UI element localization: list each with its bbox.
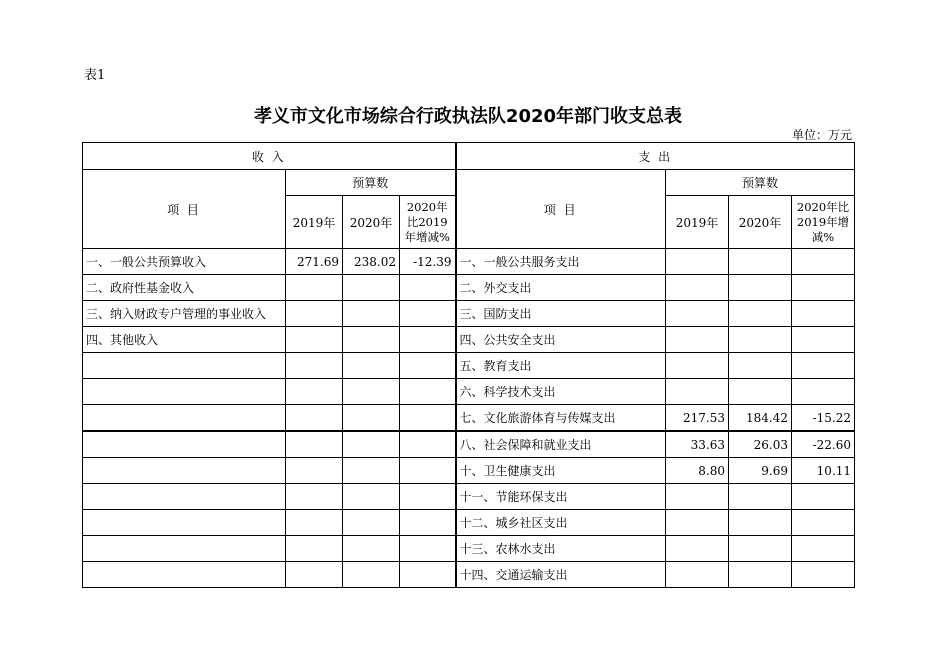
income-item-cell [83,484,286,510]
expense-item-cell: 二、外交支出 [456,275,666,301]
table-row [83,379,855,405]
income-item-cell [83,536,286,562]
income-2020-cell [343,431,400,458]
expense-2019-cell [666,510,729,536]
income-change-cell [400,458,456,484]
income-2019-cell [286,301,343,327]
header-row-sections [83,143,855,170]
income-item-cell: 四、其他收入 [83,327,286,353]
table-row [83,510,855,536]
expense-2020-cell [729,484,792,510]
expense-item-cell: 十四、交通运输支出 [456,562,666,588]
income-2019-cell [286,431,343,458]
income-2020-cell [343,353,400,379]
expense-change-cell: -15.22 [792,405,855,432]
income-item-cell [83,353,286,379]
income-2020-cell [343,458,400,484]
income-item-cell [83,379,286,405]
expense-change-cell [792,249,855,275]
income-item-cell: 三、纳入财政专户管理的事业收入 [83,301,286,327]
expense-item-cell: 五、教育支出 [456,353,666,379]
expense-change-header: 2020年比2019年增减% [792,196,855,249]
income-2019-cell [286,458,343,484]
income-change-cell [400,379,456,405]
expense-2019-cell [666,379,729,405]
expense-2020-cell [729,536,792,562]
income-2019-cell: 271.69 [286,249,343,275]
expense-2019-cell [666,275,729,301]
income-budget-header: 预算数 [286,170,456,196]
table-label: 表1 [84,68,106,83]
expense-item-cell: 十三、农林水支出 [456,536,666,562]
expense-2020-cell [729,510,792,536]
header-row-budget [83,170,855,196]
unit-label: 单位：万元 [791,128,852,142]
income-2019-cell [286,379,343,405]
table-row [83,562,855,588]
income-2019-cell [286,353,343,379]
table-row [83,301,855,327]
income-change-cell [400,301,456,327]
income-2020-cell [343,327,400,353]
table-row [83,405,855,432]
income-2019-cell [286,275,343,301]
table-row [83,249,855,275]
income-item-cell [83,562,286,588]
income-2020-cell [343,562,400,588]
expense-item-cell: 三、国防支出 [456,301,666,327]
income-2020-cell [343,405,400,432]
expense-change-cell [792,353,855,379]
table-row [83,431,855,458]
expense-2020-cell: 26.03 [729,431,792,458]
expense-2020-cell [729,353,792,379]
expense-item-cell: 十、卫生健康支出 [456,458,666,484]
expense-2019-cell [666,484,729,510]
income-item-cell: 一、一般公共预算收入 [83,249,286,275]
expense-2020-cell [729,249,792,275]
table-row [83,327,855,353]
income-2020-cell [343,379,400,405]
expense-2020-cell [729,275,792,301]
expense-2019-cell [666,249,729,275]
expense-change-cell [792,562,855,588]
expense-item-cell: 一、一般公共服务支出 [456,249,666,275]
income-item-cell [83,431,286,458]
income-change-cell [400,353,456,379]
expense-change-cell: 10.11 [792,458,855,484]
expense-change-cell [792,510,855,536]
expense-change-cell [792,536,855,562]
expense-2019-cell [666,301,729,327]
income-2020-cell [343,484,400,510]
expense-item-cell: 四、公共安全支出 [456,327,666,353]
expense-2020-cell [729,562,792,588]
expense-change-cell [792,275,855,301]
expense-2019-cell [666,536,729,562]
expense-2019-header: 2019年 [666,196,729,249]
income-change-cell [400,275,456,301]
expense-budget-header: 预算数 [666,170,855,196]
expense-change-cell [792,301,855,327]
income-2019-cell [286,327,343,353]
expense-change-cell [792,379,855,405]
expense-2019-cell [666,562,729,588]
income-change-cell [400,536,456,562]
income-section-header: 收 入 [83,143,456,170]
table-row [83,275,855,301]
income-2019-cell [286,536,343,562]
income-change-cell [400,562,456,588]
expense-change-cell [792,484,855,510]
table-row [83,536,855,562]
income-change-cell [400,327,456,353]
document-title: 孝义市文化市场综合行政执法队2020年部门收支总表 [253,106,683,127]
expense-2019-cell: 8.80 [666,458,729,484]
income-2019-cell [286,562,343,588]
expense-item-header: 项 目 [456,170,666,249]
budget-summary-table [82,142,855,588]
expense-2020-header: 2020年 [729,196,792,249]
income-change-cell [400,405,456,432]
expense-2020-cell [729,301,792,327]
income-2020-cell [343,275,400,301]
expense-change-cell: -22.60 [792,431,855,458]
income-item-cell [83,510,286,536]
expense-item-cell: 七、文化旅游体育与传媒支出 [456,405,666,432]
expense-2020-cell [729,327,792,353]
income-2020-cell: 238.02 [343,249,400,275]
income-item-cell [83,458,286,484]
expense-item-cell: 六、科学技术支出 [456,379,666,405]
income-item-cell: 二、政府性基金收入 [83,275,286,301]
income-2019-header: 2019年 [286,196,343,249]
income-change-cell [400,484,456,510]
table-row [83,353,855,379]
income-2019-cell [286,484,343,510]
expense-2020-cell: 9.69 [729,458,792,484]
income-2019-cell [286,405,343,432]
table-row [83,484,855,510]
expense-2020-cell: 184.42 [729,405,792,432]
income-change-cell: -12.39 [400,249,456,275]
expense-change-cell [792,327,855,353]
expense-item-cell: 十一、节能环保支出 [456,484,666,510]
expense-2020-cell [729,379,792,405]
income-item-cell [83,405,286,432]
expense-2019-cell [666,327,729,353]
expense-section-header: 支 出 [456,143,855,170]
income-change-cell [400,510,456,536]
income-change-cell [400,431,456,458]
income-item-header: 项 目 [83,170,286,249]
income-2020-cell [343,301,400,327]
expense-item-cell: 十二、城乡社区支出 [456,510,666,536]
expense-item-cell: 八、社会保障和就业支出 [456,431,666,458]
table-row [83,458,855,484]
income-2020-cell [343,510,400,536]
income-change-header: 2020年比2019年增减% [400,196,456,249]
expense-2019-cell: 33.63 [666,431,729,458]
income-2020-cell [343,536,400,562]
income-2020-header: 2020年 [343,196,400,249]
expense-2019-cell: 217.53 [666,405,729,432]
income-2019-cell [286,510,343,536]
expense-2019-cell [666,353,729,379]
